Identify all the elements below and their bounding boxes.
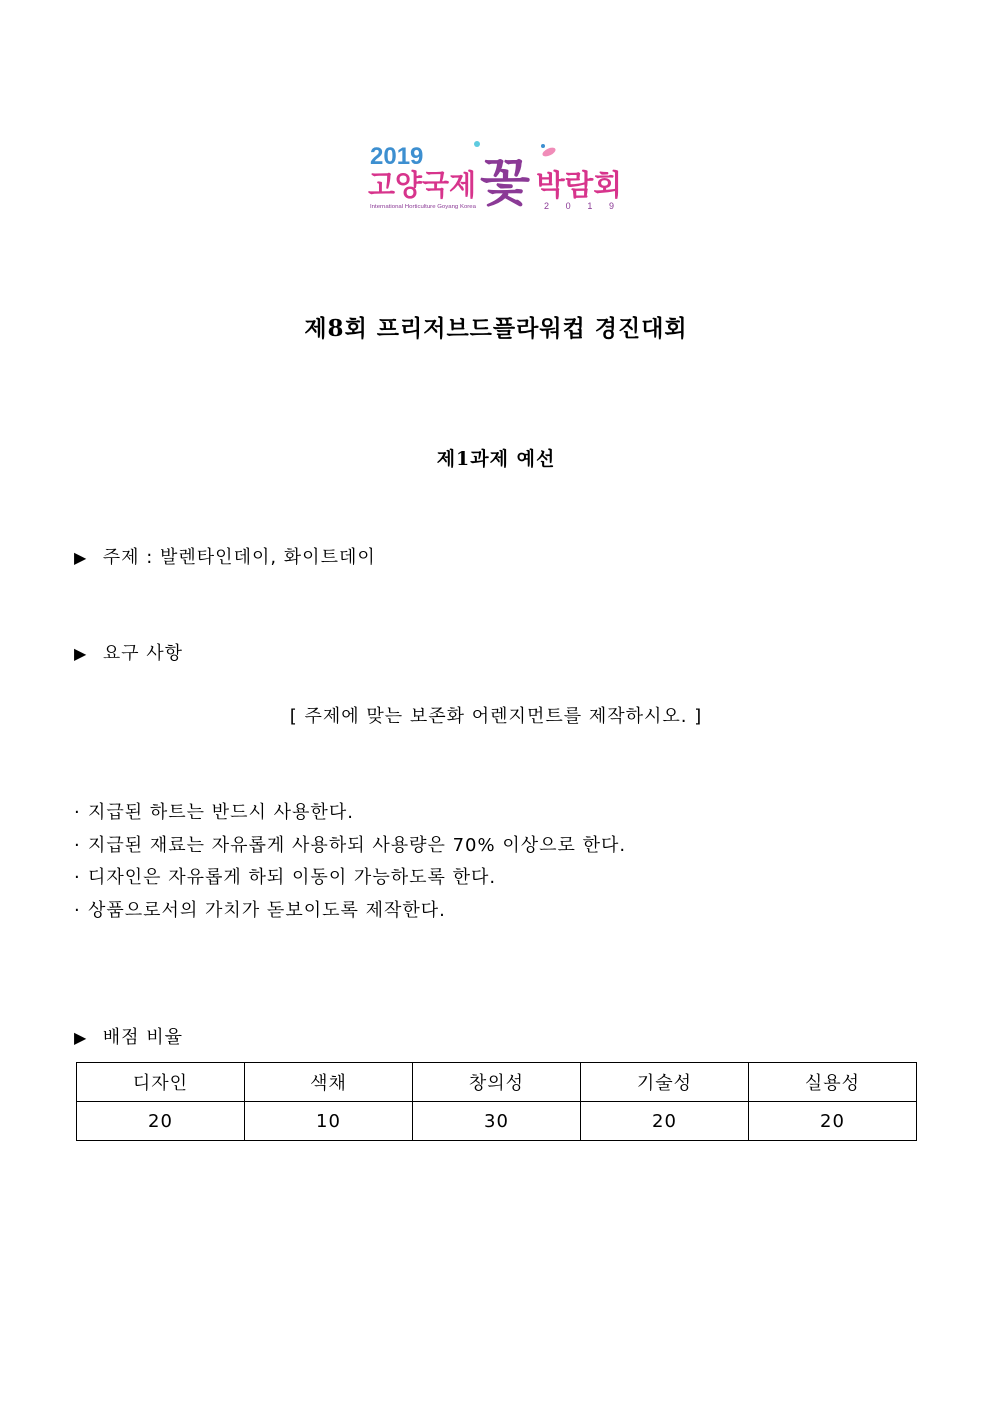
logo-name-left: 고양국제: [368, 168, 476, 202]
requirements-section: [74, 639, 183, 665]
list-item-text: 상품으로서의 가치가 돋보이도록 제작한다.: [88, 899, 446, 921]
table-header-cell: 디자인: [77, 1063, 245, 1102]
triangle-arrow-icon: ▶: [74, 1028, 88, 1047]
table-cell: 20: [749, 1102, 917, 1141]
task-subtitle: 제1과제 예선: [436, 448, 556, 470]
requirements-list: [74, 797, 626, 927]
list-item: [74, 830, 626, 863]
logo-name-right: 박람회: [536, 168, 622, 202]
logo-year: 2019: [370, 143, 424, 170]
table-header-cell: 기술성: [581, 1063, 749, 1102]
bullet-dot-icon: ·: [74, 834, 81, 856]
theme-section: [74, 543, 376, 569]
bullet-dot-icon: ·: [74, 802, 81, 823]
list-item: [74, 895, 626, 928]
triangle-arrow-icon: ▶: [74, 548, 88, 567]
table-cell: 20: [77, 1102, 245, 1141]
bullet-dot-icon: ·: [74, 867, 81, 888]
table-cell: 10: [245, 1102, 413, 1141]
table-header-cell: 색채: [245, 1063, 413, 1102]
list-item: [74, 862, 626, 895]
list-item-text: 디자인은 자유롭게 하되 이동이 가능하도록 한다.: [88, 867, 497, 888]
theme-label: 주제 : 발렌타인데이, 화이트데이: [102, 547, 376, 568]
expo-logo: [368, 138, 630, 216]
scoring-label: 배점 비율: [102, 1027, 184, 1048]
table-cell: 30: [413, 1102, 581, 1141]
scoring-section: [74, 1023, 183, 1049]
table-cell: 20: [581, 1102, 749, 1141]
triangle-arrow-icon: ▶: [74, 644, 88, 663]
list-item: [74, 797, 626, 830]
logo-dot-blue: [541, 144, 545, 148]
requirements-label: 요구 사항: [102, 643, 184, 664]
bullet-dot-icon: ·: [74, 899, 81, 921]
table-header-row: [77, 1063, 917, 1102]
scoring-table: [76, 1062, 917, 1141]
list-item-text: 지급된 재료는 자유롭게 사용하되 사용량은 70% 이상으로 한다.: [88, 834, 627, 856]
table-row: [77, 1102, 917, 1141]
logo-dot-cyan: [474, 141, 480, 147]
page-title: 제8회 프리저브드플라워컵 경진대회: [304, 315, 688, 342]
requirements-instruction: [ 주제에 맞는 보존화 어렌지먼트를 제작하시오. ]: [289, 706, 703, 727]
list-item-text: 지급된 하트는 반드시 사용한다.: [88, 802, 354, 823]
logo-subtitle-en: International Horticulture Goyang Korea: [370, 204, 477, 210]
table-header-cell: 실용성: [749, 1063, 917, 1102]
table-header-cell: 창의성: [413, 1063, 581, 1102]
logo-year-spaced: 2 0 1 9: [544, 201, 614, 211]
logo-flower-char: 꽃: [480, 154, 531, 212]
